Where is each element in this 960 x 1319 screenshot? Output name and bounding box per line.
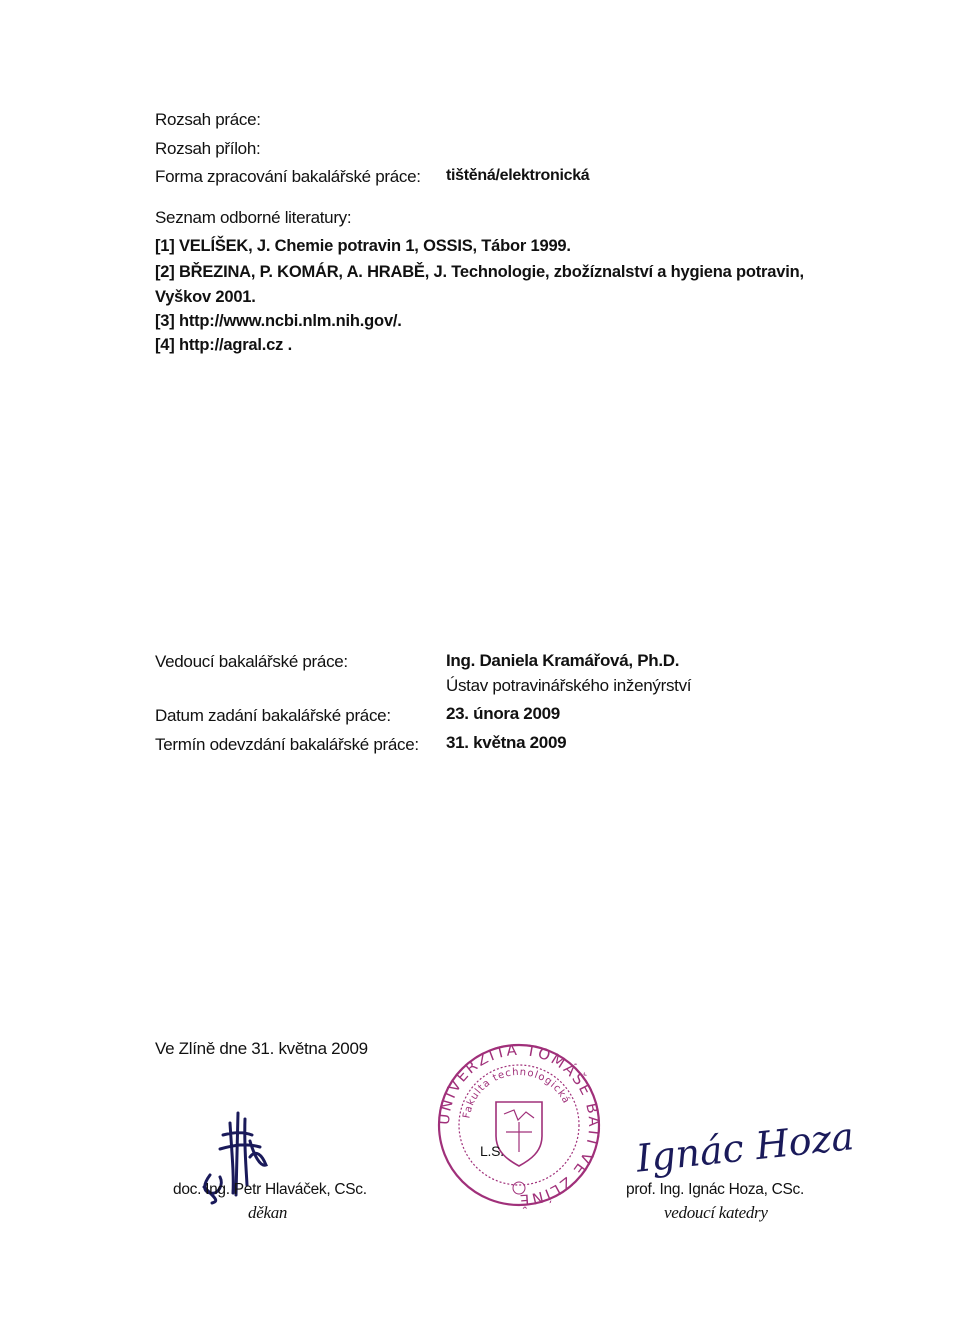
dean-role: děkan (248, 1203, 288, 1222)
supervisor-label: Vedoucí bakalářské práce: (155, 652, 348, 671)
head-name: prof. Ing. Ignác Hoza, CSc. (626, 1181, 804, 1198)
reference-item: [4] http://agral.cz . (155, 336, 292, 354)
deadline-date: 31. května 2009 (446, 733, 567, 752)
reference-item: Vyškov 2001. (155, 288, 256, 306)
deadline-label: Termín odevzdání bakalářské práce: (155, 735, 419, 754)
appendix-label: Rozsah příloh: (155, 139, 261, 158)
stamp-inner-text: Fakulta technologická (461, 1066, 572, 1120)
place-date: Ve Zlíně dne 31. května 2009 (155, 1039, 368, 1058)
supervisor-institute: Ústav potravinářského inženýrství (446, 676, 692, 695)
assigned-date: 23. února 2009 (446, 704, 560, 723)
stamp-mark: L.S. (480, 1143, 504, 1159)
official-stamp (434, 1040, 604, 1210)
literature-heading: Seznam odborné literatury: (155, 208, 352, 227)
form-label: Forma zpracování bakalářské práce: (155, 167, 421, 186)
head-signature (630, 1110, 860, 1180)
assigned-label: Datum zadání bakalářské práce: (155, 706, 391, 725)
supervisor-name: Ing. Daniela Kramářová, Ph.D. (446, 651, 680, 670)
reference-item: [3] http://www.ncbi.nlm.nih.gov/. (155, 312, 402, 330)
reference-item: [1] VELÍŠEK, J. Chemie potravin 1, OSSIS, Tábor 1999. (155, 237, 571, 255)
svg-text:Fakulta technologická (461, 1067, 572, 1119)
reference-item: [2] BŘEZINA, P. KOMÁR, A. HRABĚ, J. Technologie, zbožíznalství a hygiena potravin, (155, 263, 804, 281)
form-value: tištěná/elektronická (446, 167, 590, 184)
dean-name: doc. Ing. Petr Hlaváček, CSc. (173, 1181, 367, 1198)
head-signature-text: Ignác Hoza (634, 1114, 857, 1181)
scope-label: Rozsah práce: (155, 110, 261, 129)
stamp-outer-text: UNIVERZITA TOMÁŠE BATI VE ZLÍNĚ (434, 1040, 604, 1210)
head-role: vedoucí katedry (664, 1203, 768, 1222)
